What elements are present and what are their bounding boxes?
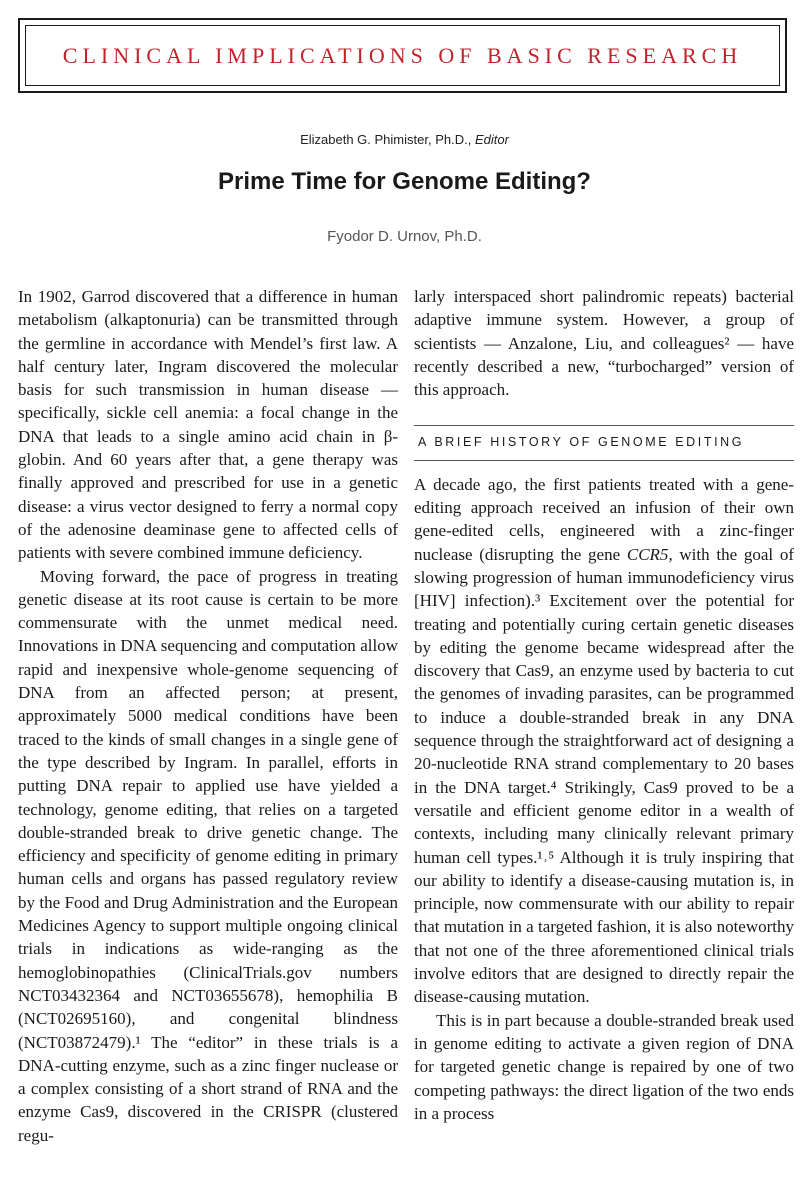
editor-name: Elizabeth G. Phimister, Ph.D., xyxy=(300,132,472,147)
paragraph-intro: In 1902, Garrod discovered that a difference in human metabolism (alkaptonuria) can be transmitted through the germline in accordance with Mendel’s first law. A half century later, Ingram discovered the molecular basis for such transmission in human disease — specifically, sickle cell anemia: a focal change in the DNA that leads to a single amino acid chain in β-globin. And 60 years after that, a gene therapy was finally approved and prescribed for use in a genetic disease: a virus vector designed to ferry a normal copy of the adenosine deaminase gene to affected cells of patients with severe combined immune deficiency. xyxy=(18,287,398,563)
section-heading-brief-history: A BRIEF HISTORY OF GENOME EDITING xyxy=(414,425,794,460)
editor-role: Editor xyxy=(474,132,509,147)
article-title: Prime Time for Genome Editing? xyxy=(218,168,591,195)
section-banner-title: CLINICAL IMPLICATIONS OF BASIC RESEARCH xyxy=(62,42,743,68)
editor-credit xyxy=(0,132,809,147)
paragraph-double-stranded-break: This is in part because a double-stranded break used in genome editing to activate a given region of DNA for targeted genetic change is repaired by one of two competing pathways: the direct ligation of the two ends in a process xyxy=(414,1010,794,1123)
article-author: Fyodor D. Urnov, Ph.D. xyxy=(327,228,482,245)
left-column xyxy=(18,285,398,1185)
paragraph-crispr-continued: larly interspaced short palindromic repeats) bacterial adaptive immune system. However, a group of scientists — Anzalone, Liu, and colleagues² — have recently described a new, “turbocharged” version of this approach. xyxy=(414,287,794,400)
section-banner xyxy=(18,18,787,93)
section-banner-inner-frame xyxy=(25,25,780,86)
gene-name-ccr5: CCR5 xyxy=(626,544,669,564)
paragraph-decade-ago-part-1: A decade ago, the first patients treated with a gene-editing approach received an infusion of their own gene-edited cells, engineered with a zinc-finger nuclease (disrupting the gene xyxy=(414,474,794,564)
paragraph-decade-ago xyxy=(414,473,794,1009)
paragraph-decade-ago-part-2: , with the goal of slowing progression of human immunodeficiency virus [HIV] infection).³ Excitement over the potential for treating and potentially curing certain genetic diseases by editing the genome became widespread after the discovery that Cas9, an enzyme used by bacteria to cut the genomes of invading parasites, can be programmed to induce a double-stranded break in any DNA sequence through the straightforward act of designing a 20-nucleotide RNA strand complementary to 20 bases in the DNA target.⁴ Strikingly, Cas9 proved to be a versatile and efficient genome editor in a wealth of contexts, including many clinically relevant primary human cell types.¹˒⁵ Although it is truly inspiring that our ability to identify a disease-causing mutation is, in principle, now commensurate with our ability to repair that mutation in a targeted fashion, it is also noteworthy that not one of the three aforementioned clinical trials involve editors that are designed to directly repair the disease-causing mutation. xyxy=(414,544,794,1007)
paragraph-moving-forward: Moving forward, the pace of progress in treating genetic disease at its root cause is certain to be more commensurate with the unmet medical need. Innovations in DNA sequencing and computation allow rapid and inexpensive whole-genome sequencing of DNA from an affected person; at present, approximately 5000 medical conditions have been traced to the kinds of small changes in a single gene of the type described by Ingram. In parallel, efforts in putting DNA repair to applied use have yielded a technology, genome editing, that relies on a targeted double-stranded break to drive genetic change. The efficiency and specificity of genome editing in primary human cells and organs has passed regulatory review by the Food and Drug Administration and the European Medicines Agency to support multiple ongoing clinical trials in indications as wide-ranging as the hemoglobinopathies (ClinicalTrials.gov numbers NCT03432364 and NCT03655678), hemophilia B (NCT02695160), and congenital blindness (NCT03872479).¹ The “editor” in these trials is a DNA-cutting enzyme, such as a zinc finger nuclease or a complex consisting of a short strand of RNA and the enzyme Cas9, discovered in the CRISPR (clustered regu- xyxy=(18,566,398,1145)
right-column xyxy=(414,285,794,1185)
